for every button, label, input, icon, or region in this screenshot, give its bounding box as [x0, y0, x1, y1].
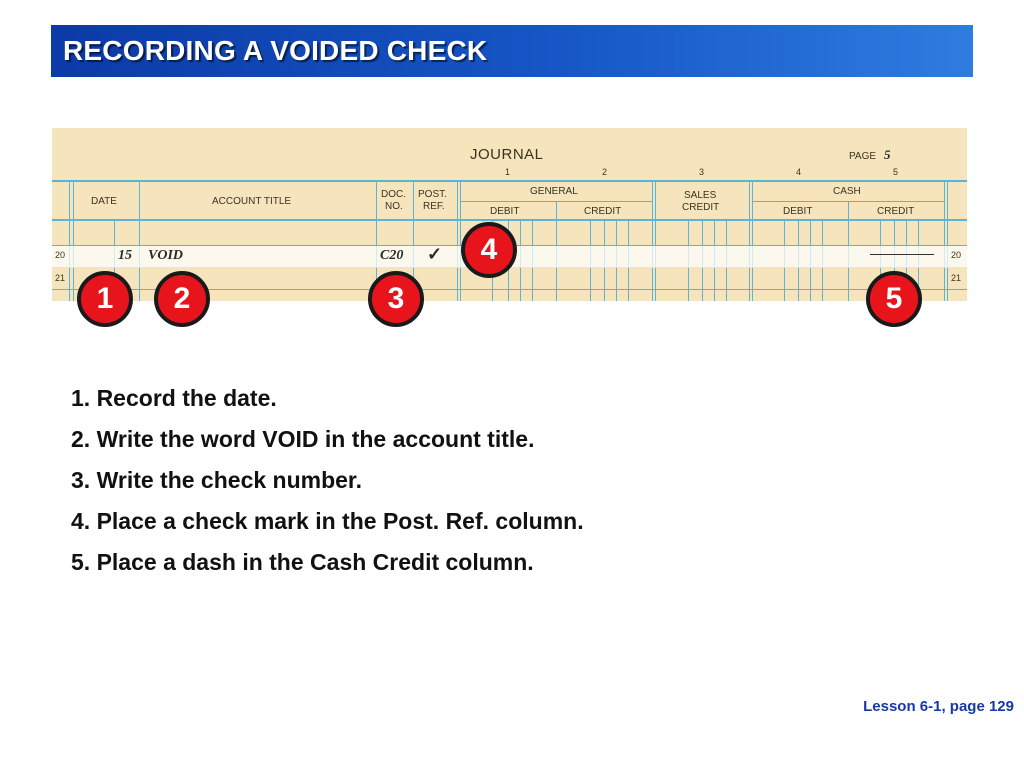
header-general-credit: CREDIT — [584, 206, 622, 217]
row-21-line-left: 21 — [55, 273, 66, 283]
column-number-3: 3 — [699, 167, 705, 177]
col-line — [652, 182, 653, 220]
header-bottom-line — [52, 219, 967, 221]
steps-list — [71, 383, 584, 588]
col-line — [655, 182, 656, 220]
header-general: GENERAL — [530, 186, 578, 197]
header-post-ref-2: REF. — [423, 201, 445, 212]
header-date: DATE — [91, 196, 117, 207]
header-account-title: ACCOUNT TITLE — [212, 196, 292, 207]
col-line — [556, 201, 557, 220]
entry-day: 15 — [118, 248, 132, 263]
check-mark-icon: ✓ — [427, 244, 443, 264]
callout-2: 2 — [154, 271, 210, 327]
step-item: 4. Place a check mark in the Post. Ref. column. — [71, 508, 584, 534]
title-bar — [51, 25, 973, 77]
slide-title: RECORDING A VOIDED CHECK — [63, 35, 488, 66]
step-item: 3. Write the check number. — [71, 467, 363, 493]
journal-page-label: PAGE — [849, 151, 877, 162]
row-21-line-right: 21 — [951, 273, 962, 283]
header-general-debit: DEBIT — [490, 206, 520, 217]
column-number-2: 2 — [602, 167, 608, 177]
step-item: 2. Write the word VOID in the account title. — [71, 426, 535, 452]
col-line — [139, 182, 140, 220]
entry-account-title: VOID — [148, 248, 184, 263]
header-sales-credit-2: CREDIT — [682, 202, 720, 213]
step-item: 1. Record the date. — [71, 385, 277, 411]
col-line — [457, 182, 458, 220]
callout-3: 3 — [368, 271, 424, 327]
cash-credit-dash — [870, 254, 934, 255]
header-cash-credit: CREDIT — [877, 206, 915, 217]
row-20-line-right: 20 — [951, 250, 962, 260]
step-item: 5. Place a dash in the Cash Credit column. — [71, 549, 534, 575]
col-line — [376, 182, 377, 220]
callout-4: 4 — [461, 222, 517, 278]
col-line — [947, 182, 948, 220]
col-line — [413, 182, 414, 220]
col-line — [69, 182, 70, 220]
header-cash-debit: DEBIT — [783, 206, 813, 217]
entry-doc-no: C20 — [380, 248, 404, 263]
callout-1: 1 — [77, 271, 133, 327]
col-line — [944, 182, 945, 220]
journal-heading: JOURNAL — [470, 146, 544, 163]
header-cash: CASH — [833, 186, 861, 197]
col-line — [460, 182, 461, 220]
journal-page-number: 5 — [884, 147, 891, 162]
header-sales-credit-1: SALES — [684, 190, 717, 201]
header-top-line — [52, 180, 967, 182]
header-doc-no-1: DOC. — [381, 189, 406, 200]
callout-5: 5 — [866, 271, 922, 327]
col-line — [752, 182, 753, 220]
column-number-5: 5 — [893, 167, 899, 177]
row-20-line-left: 20 — [55, 250, 66, 260]
col-line — [848, 201, 849, 220]
column-number-1: 1 — [505, 167, 511, 177]
lesson-reference: Lesson 6-1, page 129 — [863, 698, 1014, 715]
header-doc-no-2: NO. — [385, 201, 403, 212]
col-line — [73, 182, 74, 220]
col-line — [749, 182, 750, 220]
column-number-4: 4 — [796, 167, 802, 177]
header-post-ref-1: POST. — [418, 189, 447, 200]
